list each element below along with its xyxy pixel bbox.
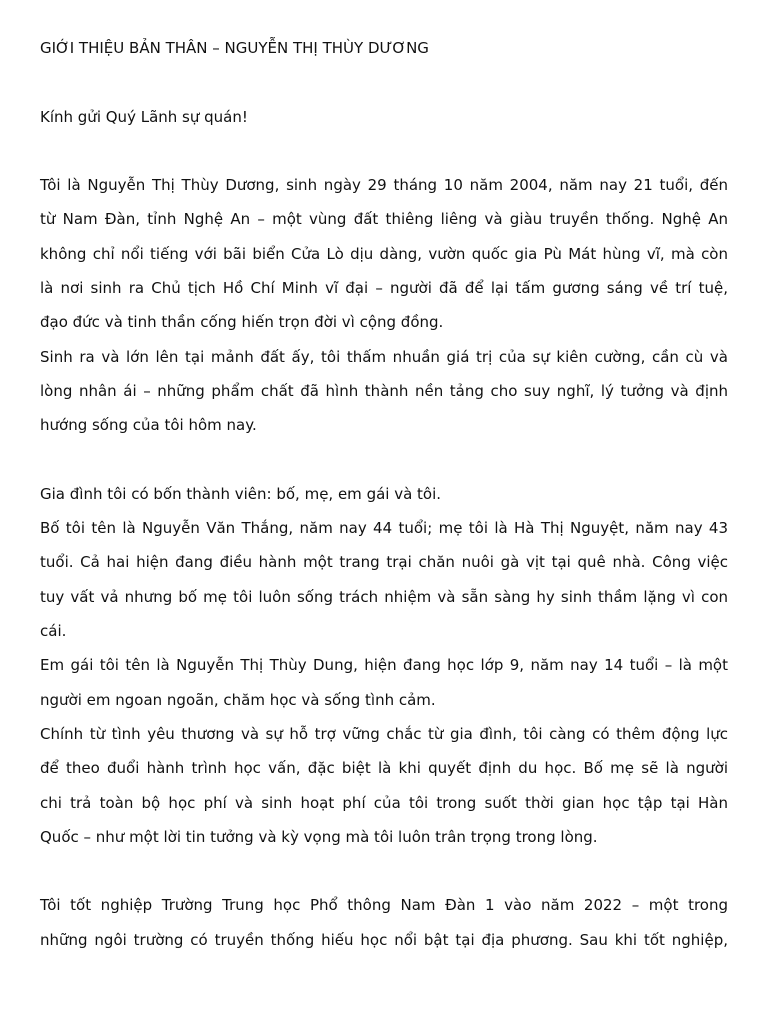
paragraph-line: tuy vất vả nhưng bố mẹ tôi luôn sống trách nhiệm và sẵn sàng hy sinh thầm lặng vì con xyxy=(40,587,728,606)
paragraph-sister xyxy=(40,654,728,723)
paragraph-line: những ngôi trường có truyền thống hiếu học nổi bật tại địa phương. Sau khi tốt nghiệp, xyxy=(40,930,728,949)
paragraph-birthplace xyxy=(40,174,728,345)
paragraph-parents xyxy=(40,517,728,654)
document-title: GIỚI THIỆU BẢN THÂN – NGUYỄN THỊ THÙY DƯƠNG xyxy=(40,39,429,57)
blank-line xyxy=(40,140,728,174)
paragraph-line: đạo đức và tinh thần cống hiến trọn đời vì cộng đồng. xyxy=(40,313,444,332)
paragraph-line: không chỉ nổi tiếng với bãi biển Cửa Lò dịu dàng, vườn quốc gia Pù Mát hùng vĩ, mà còn xyxy=(40,244,728,263)
paragraph-line: là nơi sinh ra Chủ tịch Hồ Chí Minh vĩ đại – người đã để lại tấm gương sáng về trí tuệ, xyxy=(40,279,728,298)
paragraph-support xyxy=(40,723,728,860)
paragraph-line: lòng nhân ái – những phẩm chất đã hình thành nền tảng cho suy nghĩ, lý tưởng và định xyxy=(40,381,728,400)
paragraph-line: tuổi. Cả hai hiện đang điều hành một trang trại chăn nuôi gà vịt tại quê nhà. Công việc xyxy=(40,553,728,572)
paragraph-line: Sinh ra và lớn lên tại mảnh đất ấy, tôi thấm nhuần giá trị của sự kiên cường, cần cù và xyxy=(40,347,728,366)
paragraph-line: Chính từ tình yêu thương và sự hỗ trợ vững chắc từ gia đình, tôi càng có thêm động lực xyxy=(40,724,728,743)
paragraph-line: Gia đình tôi có bốn thành viên: bố, mẹ, em gái và tôi. xyxy=(40,484,442,503)
paragraph-education xyxy=(40,894,728,963)
paragraph-line: chi trả toàn bộ học phí và sinh hoạt phí của tôi trong suốt thời gian học tập tại Hàn xyxy=(40,793,728,812)
paragraph-line: Tôi là Nguyễn Thị Thùy Dương, sinh ngày 29 tháng 10 năm 2004, năm nay 21 tuổi, đến xyxy=(40,176,728,195)
paragraph-line: người em ngoan ngoãn, chăm học và sống tình cảm. xyxy=(40,690,436,709)
paragraph-line: Quốc – như một lời tin tưởng và kỳ vọng mà tôi luôn trân trọng trong lòng. xyxy=(40,827,598,846)
paragraph-values xyxy=(40,346,728,449)
blank-line xyxy=(40,449,728,483)
paragraph-family xyxy=(40,483,728,517)
blank-line xyxy=(40,860,728,894)
greeting: Kính gửi Quý Lãnh sự quán! xyxy=(40,107,248,126)
paragraph-line: từ Nam Đàn, tỉnh Nghệ An – một vùng đất thiêng liêng và giàu truyền thống. Nghệ An xyxy=(40,210,728,229)
blank-line xyxy=(40,71,728,105)
paragraph-line: Tôi tốt nghiệp Trường Trung học Phổ thông Nam Đàn 1 vào năm 2022 – một trong xyxy=(40,896,728,915)
paragraph-line: Bố tôi tên là Nguyễn Văn Thắng, năm nay 44 tuổi; mẹ tôi là Hà Thị Nguyệt, năm nay 43 xyxy=(40,519,728,538)
paragraph-line: cái. xyxy=(40,622,67,641)
paragraph-line: Em gái tôi tên là Nguyễn Thị Thùy Dung, hiện đang học lớp 9, năm nay 14 tuổi – là một xyxy=(40,656,728,675)
paragraph-line: để theo đuổi hành trình học vấn, đặc biệt là khi quyết định du học. Bố mẹ sẽ là người xyxy=(40,759,728,778)
paragraph-line: hướng sống của tôi hôm nay. xyxy=(40,416,257,435)
